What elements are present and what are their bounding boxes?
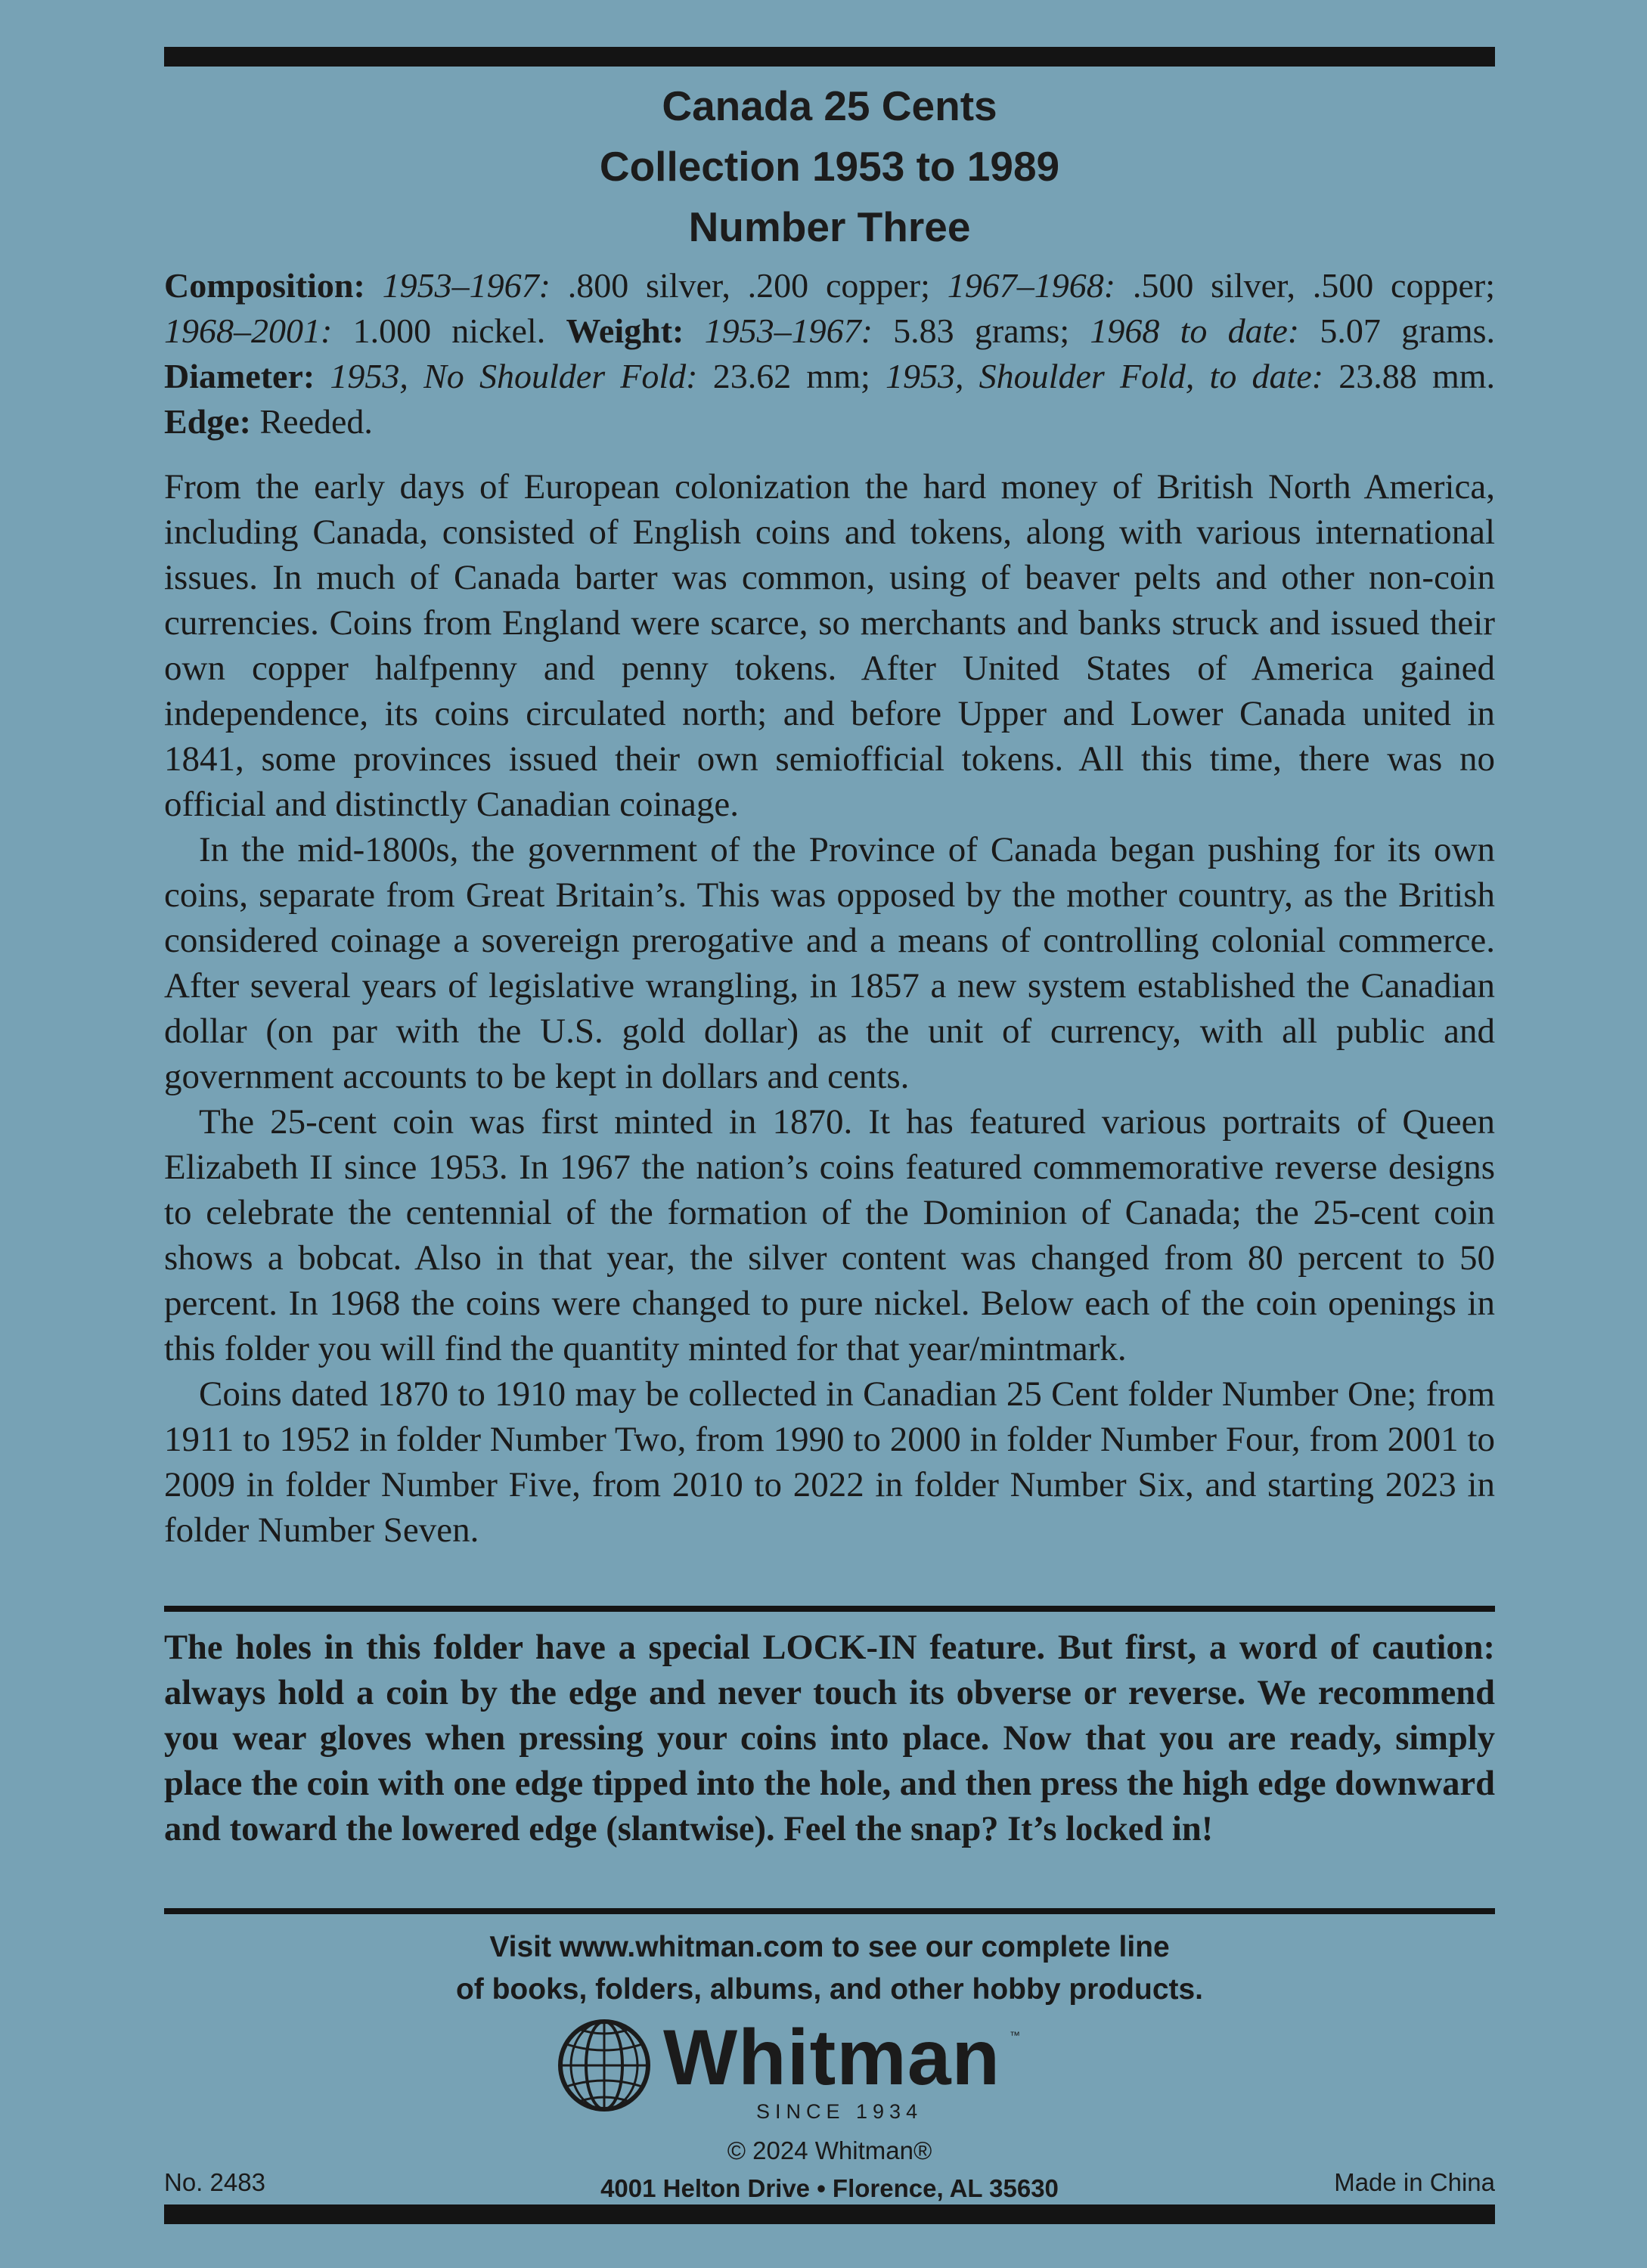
diameter-date-2: 1953, Shoulder Fold, to date: xyxy=(885,357,1324,395)
lock-in-notice: The holes in this folder have a special LOCK-IN feature. But first, a word of caution: always hold a coin by the edge and never touch its obverse or reverse. We recommend you wear gloves when pressing your coins into place. Now that you are ready, simply place the coin with one edge tipped into the hole, and then press the high edge downward and toward the lowered edge (slantwise). Feel the snap? It’s locked in! xyxy=(164,1628,1495,1848)
visit-line-2: of books, folders, albums, and other hobby products. xyxy=(455,1973,1204,2006)
diameter-label: Diameter: xyxy=(164,357,315,395)
divider-1 xyxy=(164,1606,1495,1612)
composition-date-1: 1953–1967: xyxy=(382,266,551,305)
composition-value-2: .500 silver, .500 copper; xyxy=(1115,266,1495,305)
bottom-rule xyxy=(164,2204,1495,2224)
paragraph-4: Coins dated 1870 to 1910 may be collected in Canadian 25 Cent folder Number One; from 1911 to 1952 in folder Number Two, from 1990 to 2000 in folder Number Four, from 2001 to 2009 in folder Number Five, from 2010 to 2022 in folder Number Six, and starting 2023 in folder Number Seven. xyxy=(164,1374,1495,1550)
divider-2 xyxy=(164,1908,1495,1914)
specifications xyxy=(164,263,1495,445)
trademark-mark: ™ xyxy=(1010,2029,1020,2041)
visit-line-1: Visit www.whitman.com to see our complete line xyxy=(489,1931,1170,1963)
whitman-logo xyxy=(556,2014,1085,2123)
diameter-value-2: 23.88 mm. xyxy=(1323,357,1496,395)
composition-date-2: 1967–1968: xyxy=(947,266,1116,305)
title-line-1: Canada 25 Cents xyxy=(662,82,997,129)
paragraph-2: In the mid-1800s, the government of the Province of Canada began pushing for its own coins, separate from Great Britain’s. This was opposed by the mother country, as the British considered coinage a sovereign prerogative and a means of controlling colonial commerce. After several years of legislative wrangling, in 1857 a new system established the Canadian dollar (on par with the U.S. gold dollar) as the unit of currency, with all public and government accounts to be kept in dollars and cents. xyxy=(164,830,1495,1096)
weight-date-1: 1953–1967: xyxy=(704,311,873,350)
visit-notice xyxy=(164,1926,1495,2011)
weight-date-2: 1968 to date: xyxy=(1090,311,1300,350)
diameter-value-1: 23.62 mm; xyxy=(697,357,886,395)
publisher-info xyxy=(164,2132,1495,2208)
globe-icon xyxy=(556,2017,653,2114)
composition-date-3: 1968–2001: xyxy=(164,311,333,350)
edge-value: Reeded. xyxy=(251,402,373,441)
page-title xyxy=(164,76,1495,257)
brand-name: Whitman xyxy=(663,2014,1001,2102)
weight-label: Weight: xyxy=(566,311,684,350)
composition-label: Composition: xyxy=(164,266,365,305)
weight-value-2: 5.07 grams. xyxy=(1299,311,1496,350)
brand-since: SINCE 1934 xyxy=(756,2100,923,2123)
paragraph-3: The 25-cent coin was first minted in 1870. It has featured various portraits of Queen Elizabeth II since 1953. In 1967 the nation’s coins featured commemorative reverse designs to celebrate the centennial of the formation of the Dominion of Canada; the 25-cent coin shows a bobcat. Also in that year, the silver content was changed from 80 percent to 50 percent. In 1968 the coins were changed to pure nickel. Below each of the coin openings in this folder you will find the quantity minted for that year/mintmark. xyxy=(164,1102,1495,1368)
diameter-date-1: 1953, No Shoulder Fold: xyxy=(330,357,698,395)
edge-label: Edge: xyxy=(164,402,251,441)
title-line-3: Number Three xyxy=(688,203,971,250)
product-number: No. 2483 xyxy=(164,2168,265,2196)
composition-value-3: 1.000 nickel. xyxy=(332,311,566,350)
title-line-2: Collection 1953 to 1989 xyxy=(599,143,1060,190)
made-in: Made in China xyxy=(1334,2168,1495,2196)
address: 4001 Helton Drive • Florence, AL 35630 xyxy=(600,2174,1059,2202)
copyright: © 2024 Whitman® xyxy=(727,2136,932,2164)
composition-value-1: .800 silver, .200 copper; xyxy=(550,266,948,305)
history-text xyxy=(164,464,1495,1553)
weight-value-1: 5.83 grams; xyxy=(872,311,1090,350)
paragraph-1: From the early days of European colonization the hard money of British North America, including Canada, consisted of English coins and tokens, along with various international issues. In much of Canada barter was common, using of beaver pelts and other non-coin currencies. Coins from England were scarce, so merchants and banks struck and issued their own copper halfpenny and penny tokens. After United States of America gained independence, its coins circulated north; and before Upper and Lower Canada united in 1841, some provinces issued their own semiofficial tokens. All this time, there was no official and distinctly Canadian coinage. xyxy=(164,467,1495,824)
top-rule xyxy=(164,47,1495,67)
